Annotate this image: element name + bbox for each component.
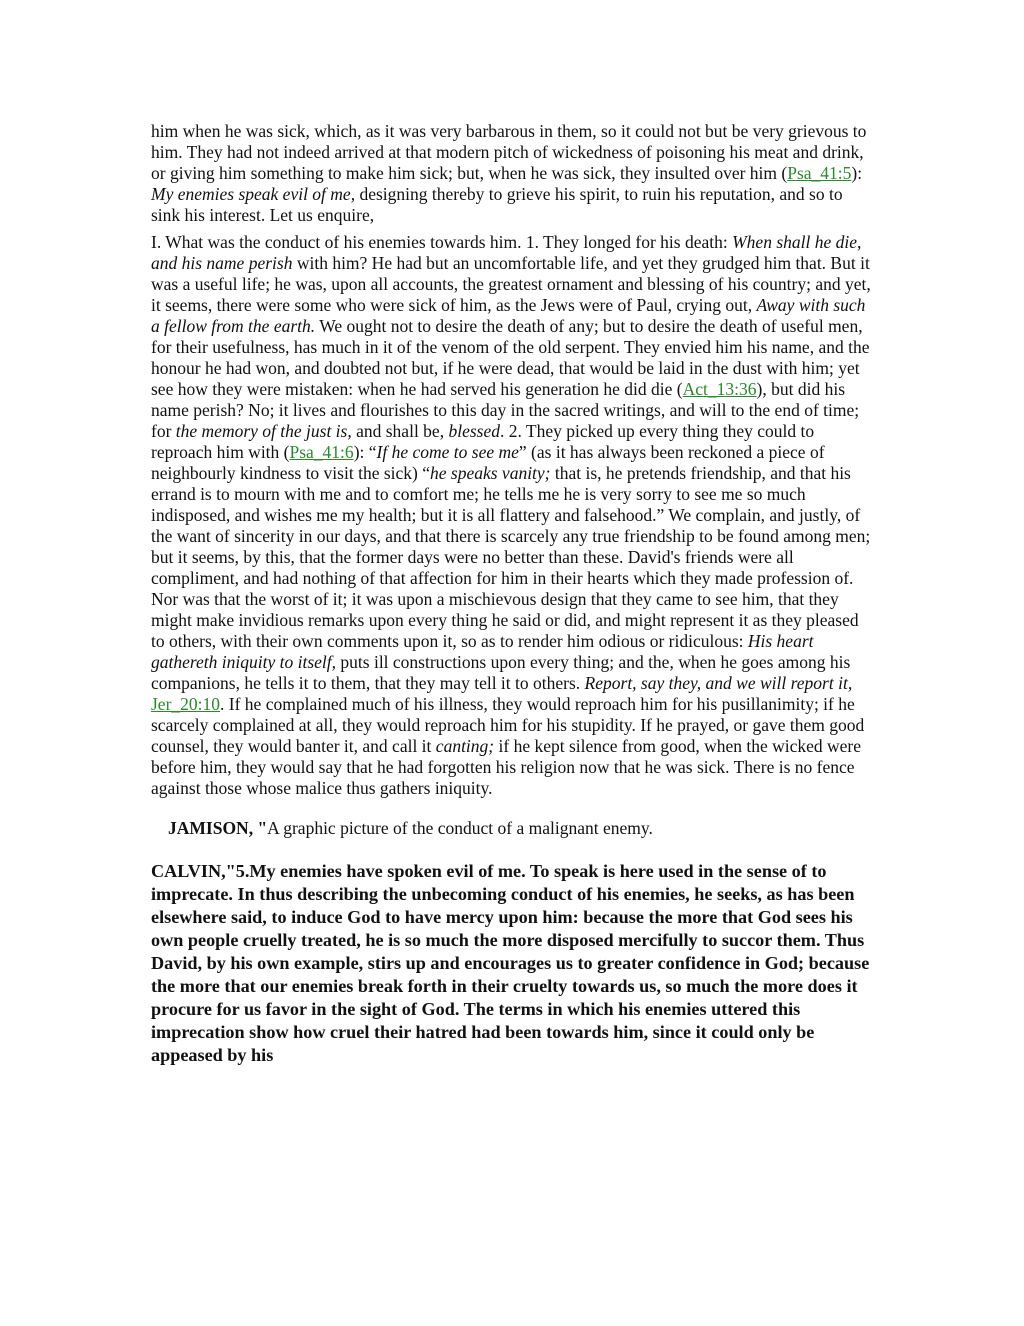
text-run: I. What was the conduct of his enemies towards him. 1. They longed for his death: [151, 232, 733, 252]
scripture-link-psa-41-5[interactable]: Psa_41:5 [787, 163, 852, 183]
paragraph-2 [151, 232, 873, 799]
italic-quote: the memory of the just is, [175, 421, 352, 441]
italic-quote: canting; [435, 736, 495, 756]
text-run: designing thereby to grieve his spirit, to ruin his reputation, and so to sink his interest. Let us enquire, [151, 184, 843, 225]
text-run: . 2. They picked up every thing they could to reproach him with ( [151, 421, 815, 462]
text-run: ): “ [353, 442, 377, 462]
italic-quote: Report, say they, and we will report it, [584, 673, 853, 693]
scripture-link-jer-20-10[interactable]: Jer_20:10 [151, 694, 221, 714]
calvin-commentary: CALVIN,"5.My enemies have spoken evil of me. To speak is here used in the sense of to imprecate. In thus describing the unbecoming conduct of his enemies, he seeks, as has been elsewhere said, to induce God to have mercy upon him: because the more that God sees his own people cruelly treated, he is so much the more disposed mercifully to succor them. Thus David, by his own example, stirs up and encourages us to greater confidence in God; because the more that our enemies break forth in their cruelty towards us, so much the more does it procure for us favor in the sight of God. The terms in which his enemies uttered this imprecation show how cruel their hatred had been towards him, since it could only be appeased by his [151, 861, 870, 1065]
text-run: ” (as it has always been reckoned a piece of neighbourly kindness to visit the sick) “ [151, 442, 825, 483]
italic-quote: If he come to see me [376, 442, 519, 462]
paragraph-1 [151, 121, 873, 226]
text-run: that is, he pretends friendship, and that his errand is to mourn with me and to comfort me; he tells me he is very sorry to see me so much indisposed, and wishes me my health; but it is all flattery and falsehood.” We complain, and justly, of the want of sincerity in our days, and that there is scarcely any true friendship to be found among men; but it seems, by this, that the former days were no better than these. David's friends were all compliment, and had nothing of that affection for him in their hearts which they made profession of. Nor was that the worst of it; it was upon a mischievous design that they came to see him, that they might make invidious remarks upon every thing he said or did, and might represent it as they pleased to others, with their own comments upon it, so as to render him odious or ridiculous: [151, 463, 871, 651]
scripture-link-psa-41-6[interactable]: Psa_41:6 [289, 442, 354, 462]
italic-quote: he speaks vanity; [430, 463, 551, 483]
italic-quote: When shall he die, and his name perish [151, 232, 862, 273]
jamison-text: A graphic picture of the conduct of a malignant enemy. [267, 818, 653, 838]
italic-quote: Away with such a fellow from the earth. [151, 295, 866, 336]
text-run: ): [851, 163, 863, 183]
jamison-commentary [168, 818, 873, 839]
text-run: ), but did his name perish? No; it lives and flourishes to this day in the sacred writings, and will to the end of time; for [151, 379, 860, 441]
text-run: . If he complained much of his illness, they would reproach him for his pusillanimity; if he scarcely complained at all, they would reproach him for his stupidity. If he prayed, or gave them good counsel, they would banter it, and call it [151, 694, 865, 756]
text-run: him when he was sick, which, as it was very barbarous in them, so it could not but be very grievous to him. They had not indeed arrived at that modern pitch of wickedness of poisoning his meat and drink, or giving him something to make him sick; but, when he was sick, they insulted over him ( [151, 121, 867, 183]
italic-quote: My enemies speak evil of me, [151, 184, 356, 204]
italic-quote: blessed [448, 421, 500, 441]
text-run: with him? He had but an uncomfortable life, and yet they grudged him that. But it was a useful life; he was, upon all accounts, the greatest ornament and blessing of his country; and yet, it seems, there were some who were sick of him, as the Jews were of Paul, crying out, [151, 253, 871, 315]
text-run: and shall be, [351, 421, 449, 441]
text-run: puts ill constructions upon every thing; and the, when he goes among his companions, he tells it to them, that they may tell it to others. [151, 652, 851, 693]
italic-quote: His heart gathereth iniquity to itself, [151, 631, 814, 672]
document-page [151, 121, 873, 1067]
jamison-label: JAMISON, " [168, 818, 268, 838]
text-run: We ought not to desire the death of any; but to desire the death of useful men, for their usefulness, has much in it of the venom of the old serpent. They envied him his name, and the honour he had won, and doubted not but, if he were dead, that would be laid in the dust with him; yet see how they were mistaken: when he had served his generation he did die ( [151, 316, 870, 399]
text-run: if he kept silence from good, when the wicked were before him, they would say that he had forgotten his religion now that he was sick. There is no fence against those whose malice thus gathers iniquity. [151, 736, 862, 798]
scripture-link-act-13-36[interactable]: Act_13:36 [682, 379, 757, 399]
